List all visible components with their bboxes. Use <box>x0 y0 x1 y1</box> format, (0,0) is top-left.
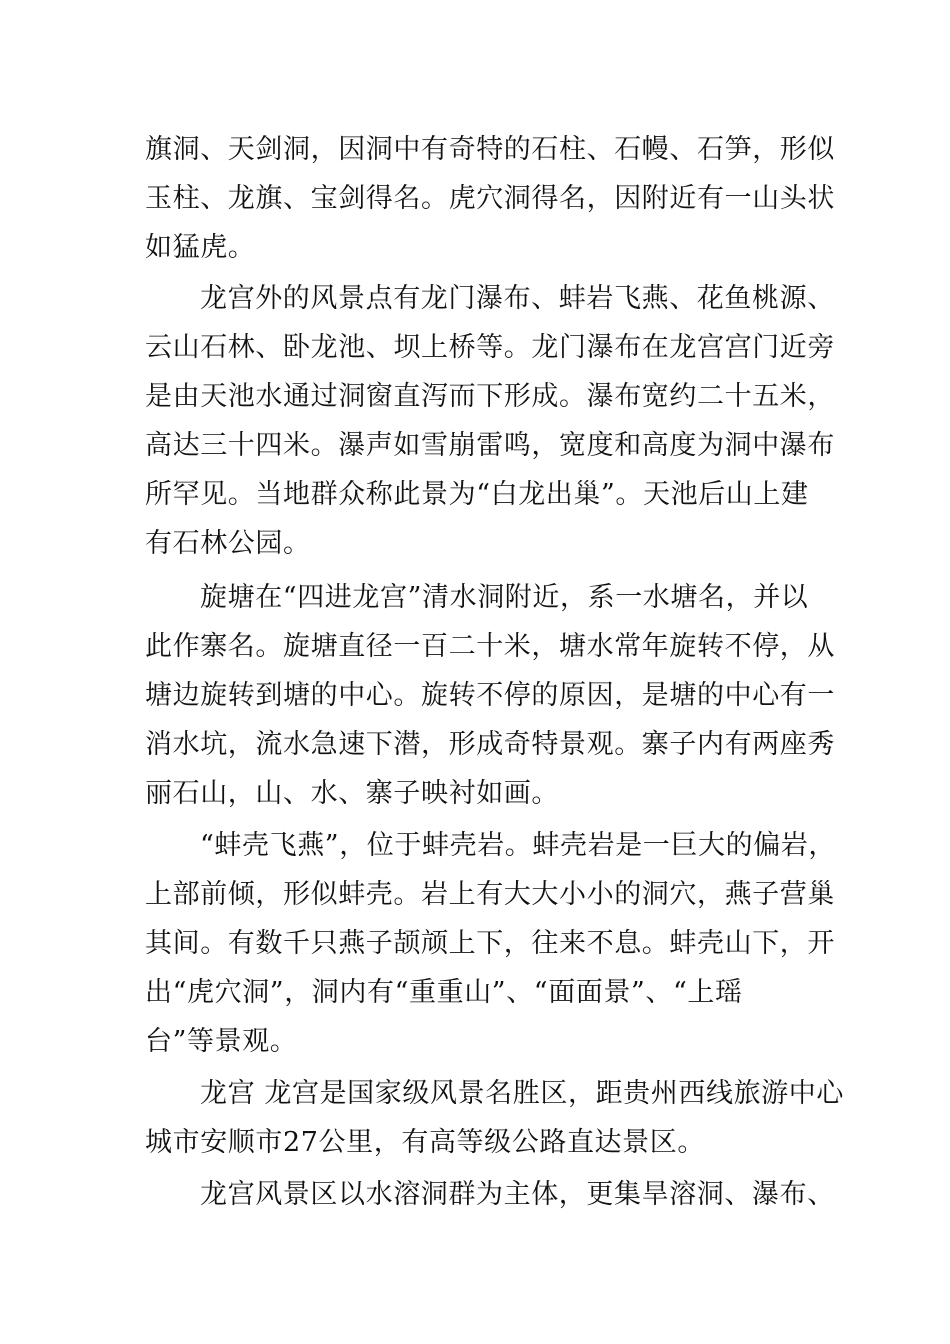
text-line: 云山石林、卧龙池、坝上桥等。龙门瀑布在龙宫宫门近旁 <box>145 332 835 363</box>
text-line: 此作寨名。旋塘直径一百二十米，塘水常年旋转不停，从 <box>145 631 835 662</box>
text-line: 是由天池水通过洞窗直泻而下形成。瀑布宽约二十五米， <box>145 381 835 412</box>
text-line: 如猛虎。 <box>145 232 256 263</box>
text-line: 出“虎穴洞”，洞内有“重重山”、“面面景”、“上瑶 <box>145 977 743 1008</box>
text-line: 其间。有数千只燕子颉颃上下，往来不息。蚌壳山下，开 <box>145 928 835 959</box>
text-line: 旗洞、天剑洞，因洞中有奇特的石柱、石幔、石笋，形似 <box>145 134 835 165</box>
text-line: 上部前倾，形似蚌壳。岩上有大大小小的洞穴，燕子营巢 <box>145 879 835 910</box>
paragraph-first-line: 龙宫外的风景点有龙门瀑布、蚌岩飞燕、花鱼桃源、 <box>200 283 835 314</box>
text-line: 消水坑，流水急速下潜，形成奇特景观。寨子内有两座秀 <box>145 729 835 760</box>
paragraph-first-line: “蚌壳飞燕”，位于蚌壳岩。蚌壳岩是一巨大的偏岩， <box>200 830 837 861</box>
text-line: 塘边旋转到塘的中心。旋转不停的原因，是塘的中心有一 <box>145 680 835 711</box>
text-line: 玉柱、龙旗、宝剑得名。虎穴洞得名，因附近有一山头状 <box>145 183 835 214</box>
text-line: 高达三十四米。瀑声如雪崩雷鸣，宽度和高度为洞中瀑布 <box>145 430 835 461</box>
text-line: 丽石山，山、水、寨子映衬如画。 <box>145 778 559 809</box>
paragraph-first-line: 龙宫 龙宫是国家级风景名胜区，距贵州西线旅游中心 <box>200 1078 844 1109</box>
paragraph-first-line: 龙宫风景区以水溶洞群为主体，更集旱溶洞、瀑布、 <box>200 1179 835 1210</box>
paragraph-first-line: 旋塘在“四进龙宫”清水洞附近，系一水塘名，并以 <box>200 582 809 613</box>
text-line: 有石林公园。 <box>145 528 311 559</box>
text-line: 城市安顺市27公里，有高等级公路直达景区。 <box>145 1127 705 1158</box>
text-line: 台”等景观。 <box>145 1026 298 1057</box>
text-line: 所罕见。当地群众称此景为“白龙出巢”。天池后山上建 <box>145 479 809 510</box>
